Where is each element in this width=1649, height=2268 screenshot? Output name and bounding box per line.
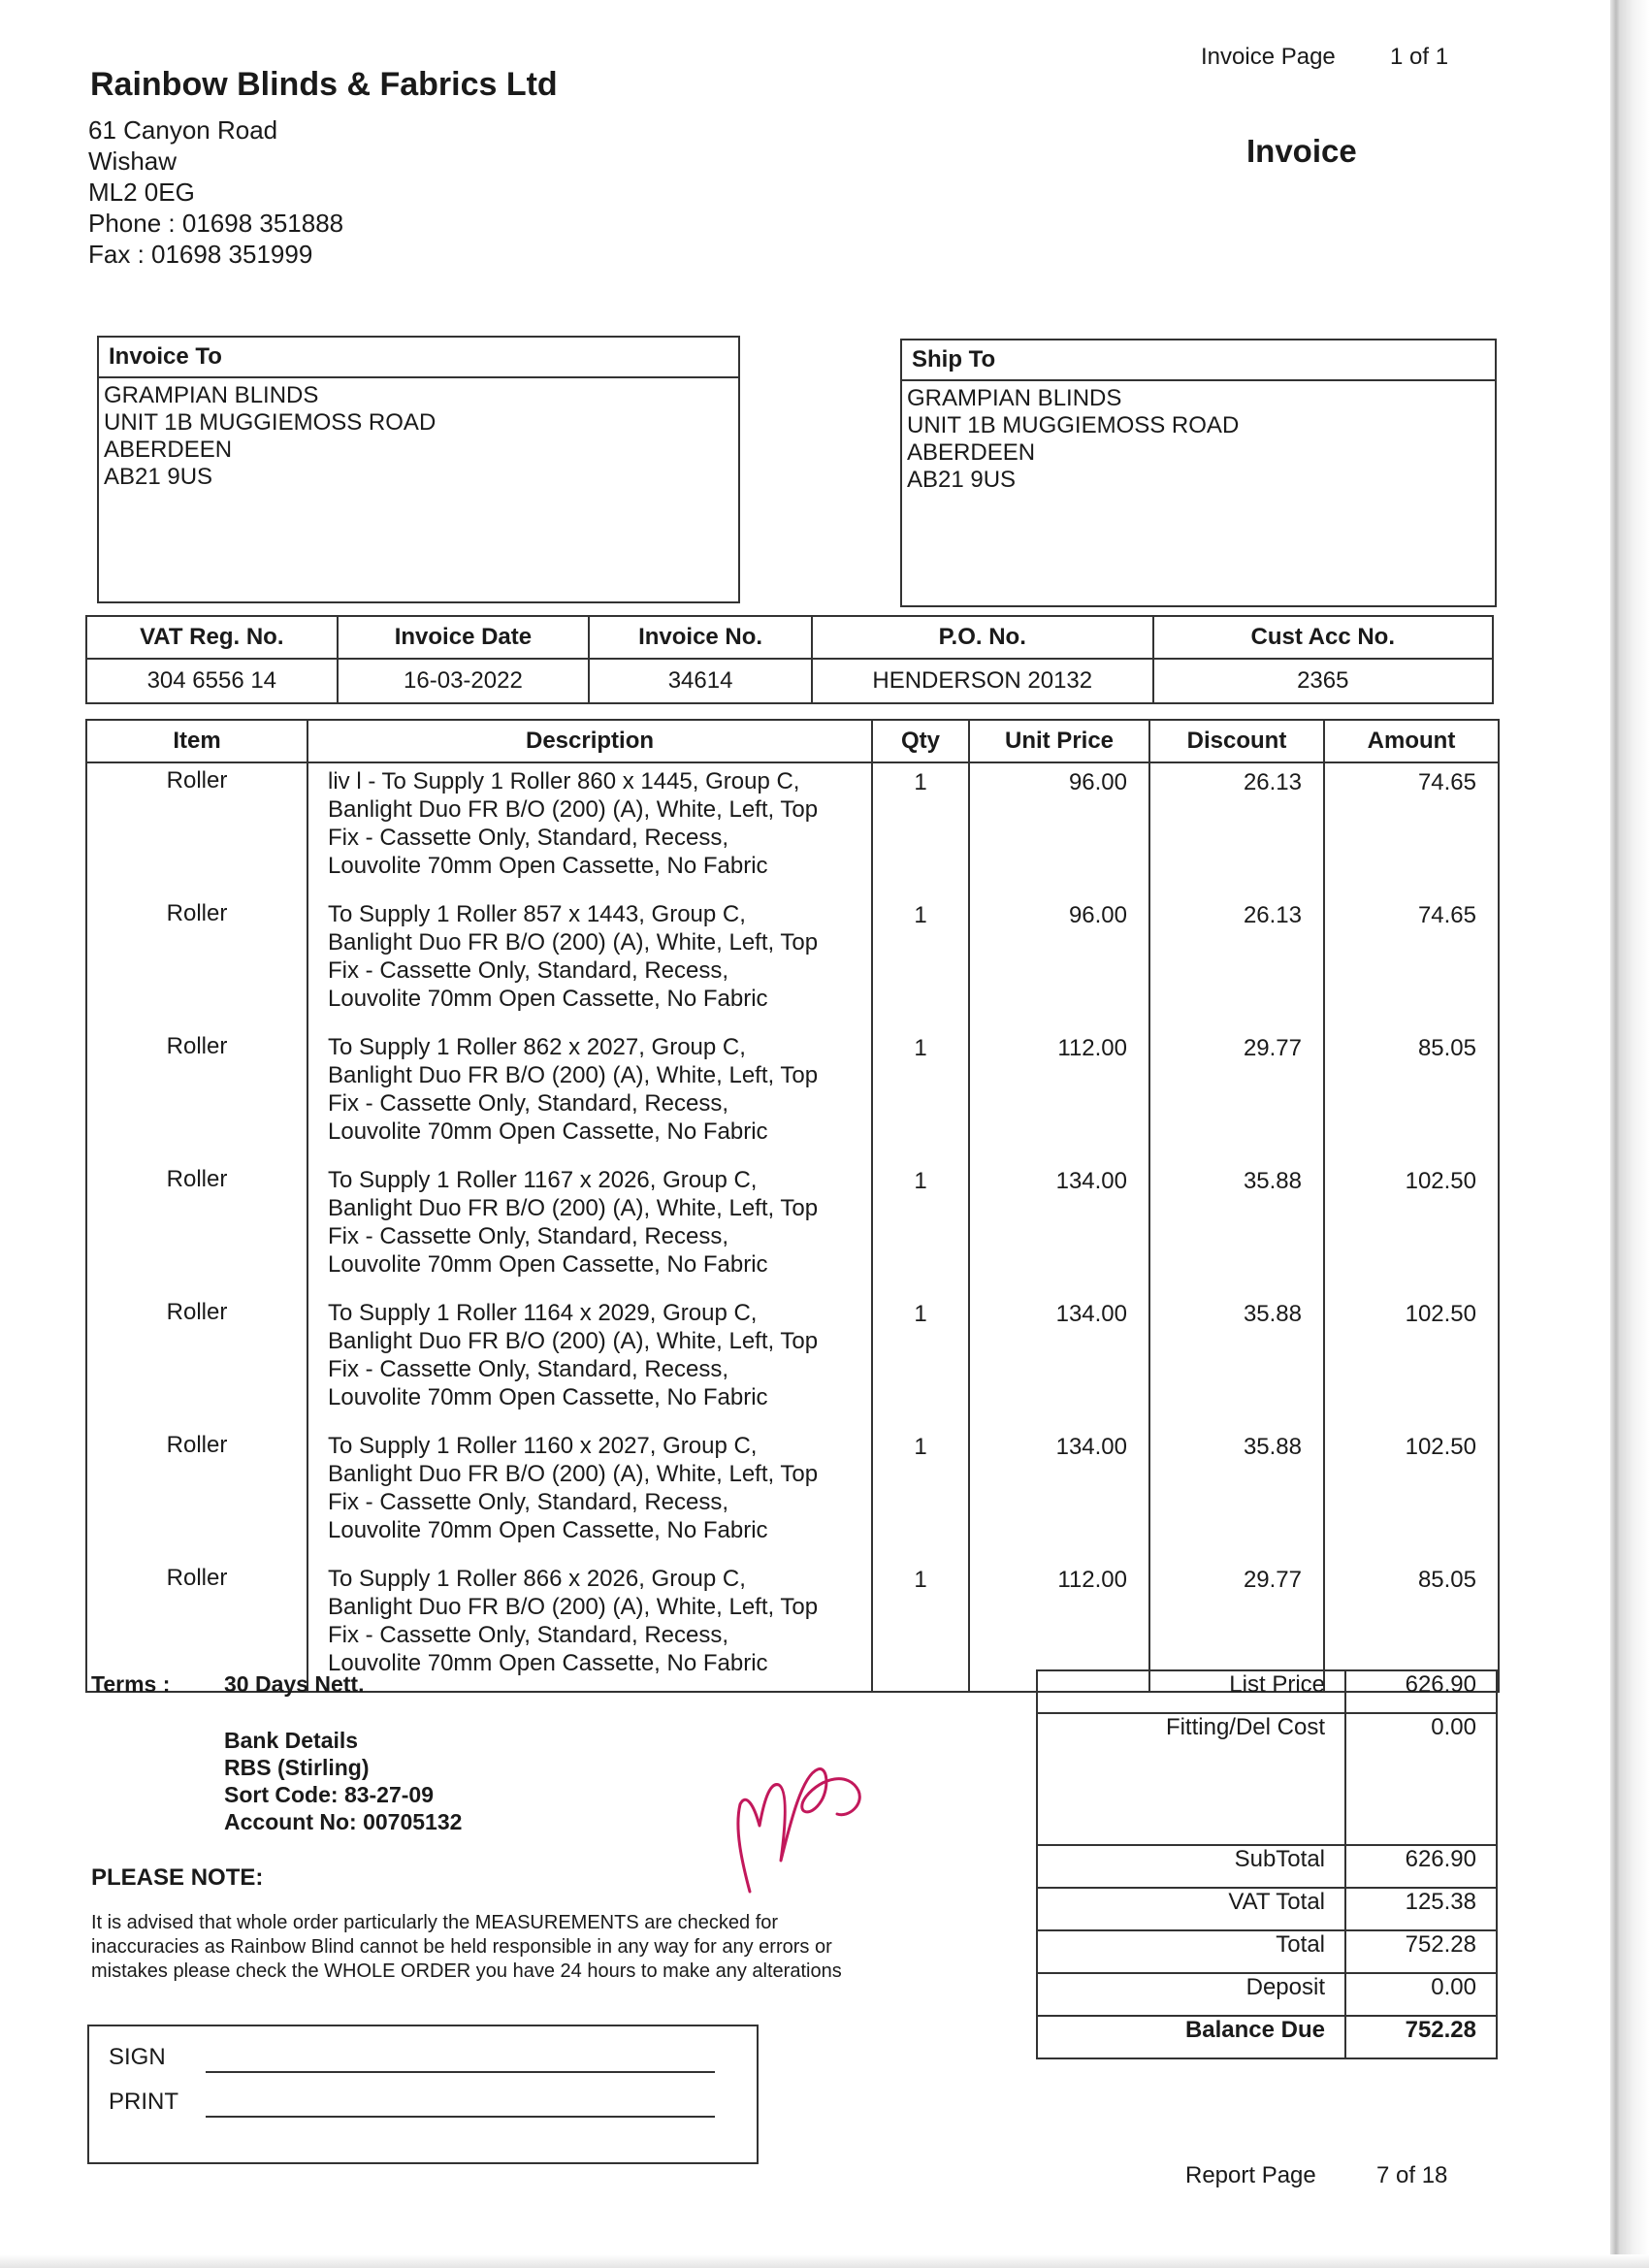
description-line: Fix - Cassette Only, Standard, Recess,: [328, 1356, 729, 1382]
totals-row: [1037, 1845, 1497, 1888]
description-line: To Supply 1 Roller 1160 x 2027, Group C,: [328, 1433, 758, 1459]
print-line[interactable]: [206, 2116, 715, 2118]
totals-row: [1037, 1713, 1497, 1845]
description-cell: [307, 1295, 872, 1428]
unit-price-header: Unit Price: [969, 720, 1149, 762]
bank-line: Sort Code: 83-27-09: [224, 1782, 435, 1807]
description-cell: [307, 1428, 872, 1561]
list-price-label: List Price: [1037, 1670, 1345, 1713]
description-line: Fix - Cassette Only, Standard, Recess,: [328, 1489, 729, 1515]
bank-details: [224, 1727, 462, 1835]
discount-cell: 35.88: [1149, 1295, 1324, 1428]
discount-cell: 26.13: [1149, 896, 1324, 1029]
sign-print-box: [87, 2025, 759, 2164]
invoice-no-value: 34614: [589, 659, 812, 703]
description-line: liv l - To Supply 1 Roller 860 x 1445, Group C,: [328, 768, 800, 794]
description-cell: [307, 1029, 872, 1162]
description-line: Louvolite 70mm Open Cassette, No Fabric: [328, 853, 768, 879]
vat-total-label: VAT Total: [1037, 1888, 1345, 1930]
description-line: Louvolite 70mm Open Cassette, No Fabric: [328, 1384, 768, 1410]
totals-table: [1036, 1669, 1498, 2059]
unit-price-cell: 112.00: [969, 1561, 1149, 1692]
total-label: Total: [1037, 1930, 1345, 1973]
description-line: Louvolite 70mm Open Cassette, No Fabric: [328, 1251, 768, 1278]
discount-cell: 26.13: [1149, 762, 1324, 896]
description-line: Banlight Duo FR B/O (200) (A), White, Left, Top: [328, 1461, 819, 1487]
description-line: Fix - Cassette Only, Standard, Recess,: [328, 957, 729, 984]
handwritten-initials: [713, 1736, 888, 1901]
deposit-value: 0.00: [1345, 1973, 1497, 2016]
qty-header: Qty: [872, 720, 969, 762]
ship-to-label: Ship To: [902, 340, 1495, 381]
invoice-to-line: ABERDEEN: [104, 437, 233, 463]
document-title: Invoice: [1246, 133, 1357, 169]
qty-cell: 1: [872, 896, 969, 1029]
description-line: To Supply 1 Roller 1167 x 2026, Group C,: [328, 1167, 758, 1193]
po-no-value: HENDERSON 20132: [812, 659, 1153, 703]
invoice-page-value: 1 of 1: [1390, 44, 1449, 70]
cust-acc-header: Cust Acc No.: [1153, 616, 1493, 659]
totals-row: [1037, 1973, 1497, 2016]
table-row: [86, 1428, 1499, 1561]
description-line: Louvolite 70mm Open Cassette, No Fabric: [328, 1118, 768, 1145]
balance-due-value: 752.28: [1345, 2016, 1497, 2058]
item-cell: Roller: [86, 762, 307, 896]
item-header: Item: [86, 720, 307, 762]
ship-to-box: [900, 339, 1497, 607]
vat-reg-header: VAT Reg. No.: [86, 616, 338, 659]
scan-bottom-edge: [0, 2254, 1649, 2268]
list-price-value: 626.90: [1345, 1670, 1497, 1713]
amount-cell: 74.65: [1324, 896, 1499, 1029]
amount-cell: 74.65: [1324, 762, 1499, 896]
discount-cell: 29.77: [1149, 1029, 1324, 1162]
table-row: [86, 1029, 1499, 1162]
discount-header: Discount: [1149, 720, 1324, 762]
amount-header: Amount: [1324, 720, 1499, 762]
company-name: Rainbow Blinds & Fabrics Ltd: [90, 66, 558, 103]
amount-cell: 85.05: [1324, 1029, 1499, 1162]
report-page-label: Report Page: [1185, 2162, 1316, 2188]
qty-cell: 1: [872, 1295, 969, 1428]
invoice-date-header: Invoice Date: [338, 616, 590, 659]
address-line: Wishaw: [88, 146, 178, 176]
item-cell: Roller: [86, 1162, 307, 1295]
unit-price-cell: 134.00: [969, 1162, 1149, 1295]
company-address: [88, 114, 343, 270]
sign-label: SIGN: [109, 2044, 166, 2070]
subtotal-label: SubTotal: [1037, 1845, 1345, 1888]
description-line: Banlight Duo FR B/O (200) (A), White, Left, Top: [328, 929, 819, 956]
bank-line: RBS (Stirling): [224, 1755, 370, 1780]
ship-to-line: AB21 9US: [907, 467, 1017, 493]
description-line: Louvolite 70mm Open Cassette, No Fabric: [328, 1517, 768, 1543]
unit-price-cell: 112.00: [969, 1029, 1149, 1162]
qty-cell: 1: [872, 1029, 969, 1162]
description-header: Description: [307, 720, 872, 762]
discount-cell: 35.88: [1149, 1428, 1324, 1561]
description-line: Banlight Duo FR B/O (200) (A), White, Left, Top: [328, 1328, 819, 1354]
qty-cell: 1: [872, 1162, 969, 1295]
description-line: Fix - Cassette Only, Standard, Recess,: [328, 1090, 729, 1117]
totals-row: [1037, 1930, 1497, 1973]
line-items-table: [85, 719, 1500, 1693]
sign-line[interactable]: [206, 2071, 715, 2073]
unit-price-cell: 134.00: [969, 1295, 1149, 1428]
address-line: ML2 0EG: [88, 178, 195, 207]
description-cell: [307, 896, 872, 1029]
please-note-text: [91, 1911, 993, 1984]
totals-row: [1037, 1670, 1497, 1713]
company-fax: Fax : 01698 351999: [88, 240, 313, 269]
note-line: mistakes please check the WHOLE ORDER you have 24 hours to make any alterations: [91, 1960, 842, 1982]
ship-to-line: UNIT 1B MUGGIEMOSS ROAD: [907, 412, 1240, 438]
amount-cell: 102.50: [1324, 1428, 1499, 1561]
description-line: Fix - Cassette Only, Standard, Recess,: [328, 1223, 729, 1249]
ship-to-line: GRAMPIAN BLINDS: [907, 385, 1122, 411]
invoice-to-box: [97, 336, 740, 603]
invoice-date-value: 16-03-2022: [338, 659, 590, 703]
amount-cell: 102.50: [1324, 1295, 1499, 1428]
report-page-value: 7 of 18: [1376, 2162, 1448, 2188]
reference-table: [85, 615, 1494, 704]
invoice-to-line: AB21 9US: [104, 464, 213, 490]
item-cell: Roller: [86, 1295, 307, 1428]
description-line: Banlight Duo FR B/O (200) (A), White, Left, Top: [328, 1062, 819, 1088]
discount-cell: 35.88: [1149, 1162, 1324, 1295]
table-row: [86, 1162, 1499, 1295]
description-line: Fix - Cassette Only, Standard, Recess,: [328, 825, 729, 851]
total-value: 752.28: [1345, 1930, 1497, 1973]
bank-line: Account No: 00705132: [224, 1809, 463, 1834]
amount-cell: 85.05: [1324, 1561, 1499, 1692]
company-phone: Phone : 01698 351888: [88, 209, 344, 238]
description-cell: [307, 1561, 872, 1692]
bank-line: Bank Details: [224, 1728, 359, 1753]
description-line: To Supply 1 Roller 862 x 2027, Group C,: [328, 1034, 746, 1060]
description-line: Louvolite 70mm Open Cassette, No Fabric: [328, 986, 768, 1012]
terms-label: Terms :: [91, 1671, 171, 1697]
qty-cell: 1: [872, 762, 969, 896]
fitting-cost-label: Fitting/Del Cost: [1037, 1713, 1345, 1845]
description-line: Louvolite 70mm Open Cassette, No Fabric: [328, 1650, 768, 1676]
deposit-label: Deposit: [1037, 1973, 1345, 2016]
cust-acc-value: 2365: [1153, 659, 1493, 703]
po-no-header: P.O. No.: [812, 616, 1153, 659]
table-row: [86, 762, 1499, 896]
item-cell: Roller: [86, 1428, 307, 1561]
invoice-to-line: GRAMPIAN BLINDS: [104, 382, 319, 408]
ship-to-line: ABERDEEN: [907, 439, 1036, 466]
totals-row: [1037, 1888, 1497, 1930]
amount-cell: 102.50: [1324, 1162, 1499, 1295]
fitting-cost-value: 0.00: [1345, 1713, 1497, 1845]
note-line: It is advised that whole order particularly the MEASUREMENTS are checked for: [91, 1912, 779, 1933]
description-line: Banlight Duo FR B/O (200) (A), White, Left, Top: [328, 1195, 819, 1221]
subtotal-value: 626.90: [1345, 1845, 1497, 1888]
print-label: PRINT: [109, 2089, 178, 2115]
vat-total-value: 125.38: [1345, 1888, 1497, 1930]
description-line: To Supply 1 Roller 866 x 2026, Group C,: [328, 1566, 746, 1592]
table-row: [86, 1295, 1499, 1428]
description-line: Banlight Duo FR B/O (200) (A), White, Left, Top: [328, 796, 819, 823]
balance-due-label: Balance Due: [1037, 2016, 1345, 2058]
discount-cell: 29.77: [1149, 1561, 1324, 1692]
scan-edge: [1610, 0, 1649, 2268]
invoice-to-label: Invoice To: [99, 338, 738, 378]
item-cell: Roller: [86, 1029, 307, 1162]
description-cell: [307, 1162, 872, 1295]
please-note-title: PLEASE NOTE:: [91, 1864, 264, 1891]
qty-cell: 1: [872, 1428, 969, 1561]
vat-reg-value: 304 6556 14: [86, 659, 338, 703]
table-row: [86, 896, 1499, 1029]
invoice-no-header: Invoice No.: [589, 616, 812, 659]
description-line: Banlight Duo FR B/O (200) (A), White, Left, Top: [328, 1594, 819, 1620]
unit-price-cell: 134.00: [969, 1428, 1149, 1561]
description-cell: [307, 762, 872, 896]
qty-cell: 1: [872, 1561, 969, 1692]
unit-price-cell: 96.00: [969, 896, 1149, 1029]
note-line: inaccuracies as Rainbow Blind cannot be held responsible in any way for any errors or: [91, 1936, 832, 1958]
terms-value: 30 Days Nett.: [224, 1671, 365, 1697]
description-line: To Supply 1 Roller 857 x 1443, Group C,: [328, 901, 746, 927]
item-cell: Roller: [86, 896, 307, 1029]
unit-price-cell: 96.00: [969, 762, 1149, 896]
invoice-to-line: UNIT 1B MUGGIEMOSS ROAD: [104, 409, 436, 436]
item-cell: Roller: [86, 1561, 307, 1692]
invoice-page-label: Invoice Page: [1201, 44, 1336, 70]
description-line: To Supply 1 Roller 1164 x 2029, Group C,: [328, 1300, 758, 1326]
description-line: Fix - Cassette Only, Standard, Recess,: [328, 1622, 729, 1648]
address-line: 61 Canyon Road: [88, 115, 278, 145]
totals-row: [1037, 2016, 1497, 2058]
